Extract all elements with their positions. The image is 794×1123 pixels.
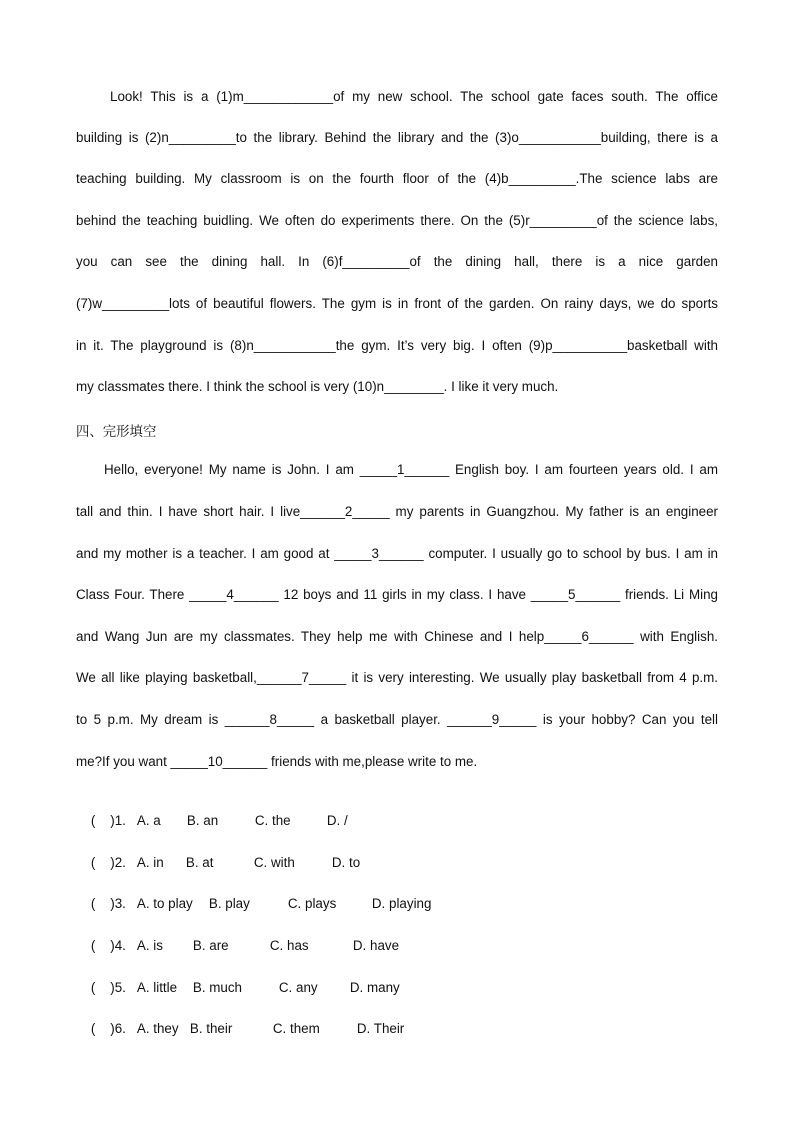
option-b: B. an [186, 813, 219, 828]
option-a: A. a [136, 813, 161, 828]
question-number: ( )4. [90, 938, 126, 953]
option-b: B. their [189, 1021, 233, 1036]
option-b: B. at [185, 855, 214, 870]
section-heading: 四、完形填空 [76, 425, 157, 440]
option-c: C. plays [287, 896, 337, 911]
passage1-line: teaching building. My classroom is on the fourth floor of the (4)b_________.The science labs are [76, 171, 718, 186]
option-b: B. are [192, 938, 229, 953]
passage2-line: to 5 p.m. My dream is ______8_____ a basketball player. ______9_____ is your hobby? Can you tell [76, 712, 718, 727]
passage2-line: tall and thin. I have short hair. I live______2_____ my parents in Guangzhou. My father is an engineer [76, 504, 718, 519]
question-number: ( )5. [90, 980, 126, 995]
option-b: B. play [208, 896, 250, 911]
option-b: B. much [192, 980, 243, 995]
option-c: C. them [272, 1021, 320, 1036]
option-d: D. to [331, 855, 361, 870]
passage2-line: We all like playing basketball,______7_____ it is very interesting. We usually play basketball from 4 p.m. [76, 670, 718, 685]
question-number: ( )2. [90, 855, 126, 870]
question-number: ( )1. [90, 813, 126, 828]
option-c: C. has [269, 938, 309, 953]
option-a: A. they [136, 1021, 179, 1036]
passage1-line: you can see the dining hall. In (6)f_________of the dining hall, there is a nice garden [76, 254, 718, 269]
option-a: A. to play [136, 896, 193, 911]
option-d: D. many [349, 980, 400, 995]
option-c: C. the [254, 813, 291, 828]
passage2-line: Class Four. There _____4______ 12 boys and 11 girls in my class. I have _____5______ friends. Li Ming [76, 587, 718, 602]
option-c: C. with [253, 855, 295, 870]
option-a: A. little [136, 980, 178, 995]
passage1-line: behind the teaching buidling. We often do experiments there. On the (5)r_________of the science labs, [76, 213, 718, 228]
question-row [76, 1002, 404, 1056]
passage1-line: Look! This is a (1)m____________of my new school. The school gate faces south. The office [110, 89, 718, 104]
question-number: ( )3. [90, 896, 126, 911]
option-d: D. Their [356, 1021, 405, 1036]
passage2-line: Hello, everyone! My name is John. I am _____1______ English boy. I am fourteen years old. I am [104, 462, 718, 477]
passage1-line: in it. The playground is (8)n___________the gym. It’s very big. I often (9)p__________basketball with [76, 338, 718, 353]
passage1-line: my classmates there. I think the school is very (10)n________. I like it very much. [76, 379, 559, 394]
passage1-line: (7)w_________lots of beautiful flowers. The gym is in front of the garden. On rainy days, we do sports [76, 296, 718, 311]
option-c: C. any [278, 980, 318, 995]
option-d: D. playing [371, 896, 432, 911]
option-d: D. have [352, 938, 400, 953]
passage2-line: and Wang Jun are my classmates. They help me with Chinese and I help_____6______ with English. [76, 629, 718, 644]
passage1-line: building is (2)n_________to the library. Behind the library and the (3)o___________building, there is a [76, 130, 718, 145]
question-number: ( )6. [90, 1021, 126, 1036]
passage2-line: me?If you want _____10______ friends with me,please write to me. [76, 754, 478, 769]
passage2-line: and my mother is a teacher. I am good at _____3______ computer. I usually go to school by bus. I am in [76, 546, 718, 561]
option-a: A. in [136, 855, 164, 870]
option-d: D. / [326, 813, 348, 828]
option-a: A. is [136, 938, 163, 953]
